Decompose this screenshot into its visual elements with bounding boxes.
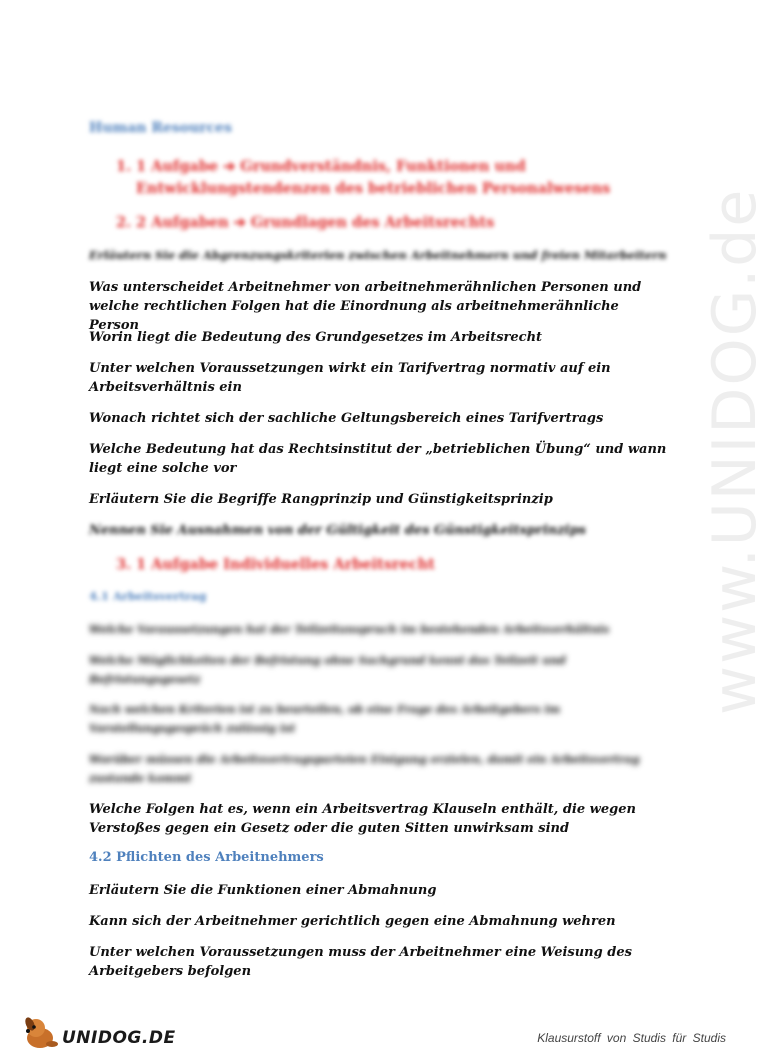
section-heading-1 (116, 156, 610, 200)
question: Welche Möglichkeiten der Befristung ohne Sachgrund kennt das Teilzeit und Befristungsgesetz (89, 654, 566, 686)
section-number: 1. (116, 158, 132, 175)
watermark: www.UNIDOG.de (700, 187, 770, 715)
logo-text: UNIDOG.DE (62, 1028, 176, 1048)
question: Welche Voraussetzungen hat der Teilzeitanspruch im bestehenden Arbeitsverhältnis (89, 623, 610, 636)
section-heading-2 (116, 212, 494, 234)
question: Nach welchen Kriterien ist zu beurteilen, ob eine Frage des Arbeitgebers im Vorstellungsgespräch zulässig ist (89, 703, 561, 735)
section-number: 2. (116, 214, 132, 231)
subsection-heading: 4.1 Arbeitsvertrag (89, 589, 207, 603)
section-heading-text: Entwicklungstendenzen des betrieblichen Personalwesens (136, 180, 611, 197)
question: Erläutern Sie die Abgrenzungskriterien zwischen Arbeitnehmern und freien Mitarbeitern (89, 248, 667, 262)
footer-tagline: Klausurstoff von Studis für Studis (537, 1031, 726, 1045)
question: Worin liegt die Bedeutung des Grundgesetzes im Arbeitsrecht (89, 330, 543, 345)
question: Was unterscheidet Arbeitnehmer von arbeitnehmerähnlichen Personen und welche rechtlichen Folgen hat die Einordnung als arbeitnehmerähnliche Person (89, 280, 642, 333)
section-heading-text: 1 Aufgabe ➔ Grundverständnis, Funktionen und (136, 158, 526, 175)
question: Nennen Sie Ausnahmen von der Gültigkeit des Günstigkeitsprinzips (89, 523, 586, 538)
question: Welche Bedeutung hat das Rechtsinstitut der „betrieblichen Übung“ und wann liegt eine solche vor (89, 442, 667, 476)
question: Welche Folgen hat es, wenn ein Arbeitsvertrag Klauseln enthält, die wegen Verstoßes gegen ein Gesetz oder die guten Sitten unwirksam sind (89, 802, 636, 836)
section-heading-3 (116, 554, 435, 576)
section-heading-text: 2 Aufgaben ➔ Grundlagen des Arbeitsrechts (136, 214, 495, 231)
unidog-logo (22, 1012, 176, 1052)
question: Unter welchen Voraussetzungen wirkt ein Tarifvertrag normativ auf ein Arbeitsverhältnis ein (89, 361, 611, 395)
document-title: Human Resources (89, 120, 232, 136)
section-heading-text: 1 Aufgabe Individuelles Arbeitsrecht (136, 556, 435, 573)
subsection-heading: 4.2 Pflichten des Arbeitnehmers (89, 850, 324, 865)
dog-mascot-icon (22, 1012, 66, 1052)
question: Erläutern Sie die Begriffe Rangprinzip und Günstigkeitsprinzip (89, 492, 553, 507)
question: Wonach richtet sich der sachliche Geltungsbereich eines Tarifvertrags (89, 411, 604, 426)
question: Erläutern Sie die Funktionen einer Abmahnung (89, 883, 437, 898)
question: Kann sich der Arbeitnehmer gerichtlich gegen eine Abmahnung wehren (89, 914, 616, 929)
section-number: 3. (116, 556, 132, 573)
question: Worüber müssen die Arbeitsvertragsparteien Einigung erzielen, damit ein Arbeitsvertrag zustande kommt (89, 753, 640, 785)
question: Unter welchen Voraussetzungen muss der Arbeitnehmer eine Weisung des Arbeitgebers befolgen (89, 945, 632, 979)
